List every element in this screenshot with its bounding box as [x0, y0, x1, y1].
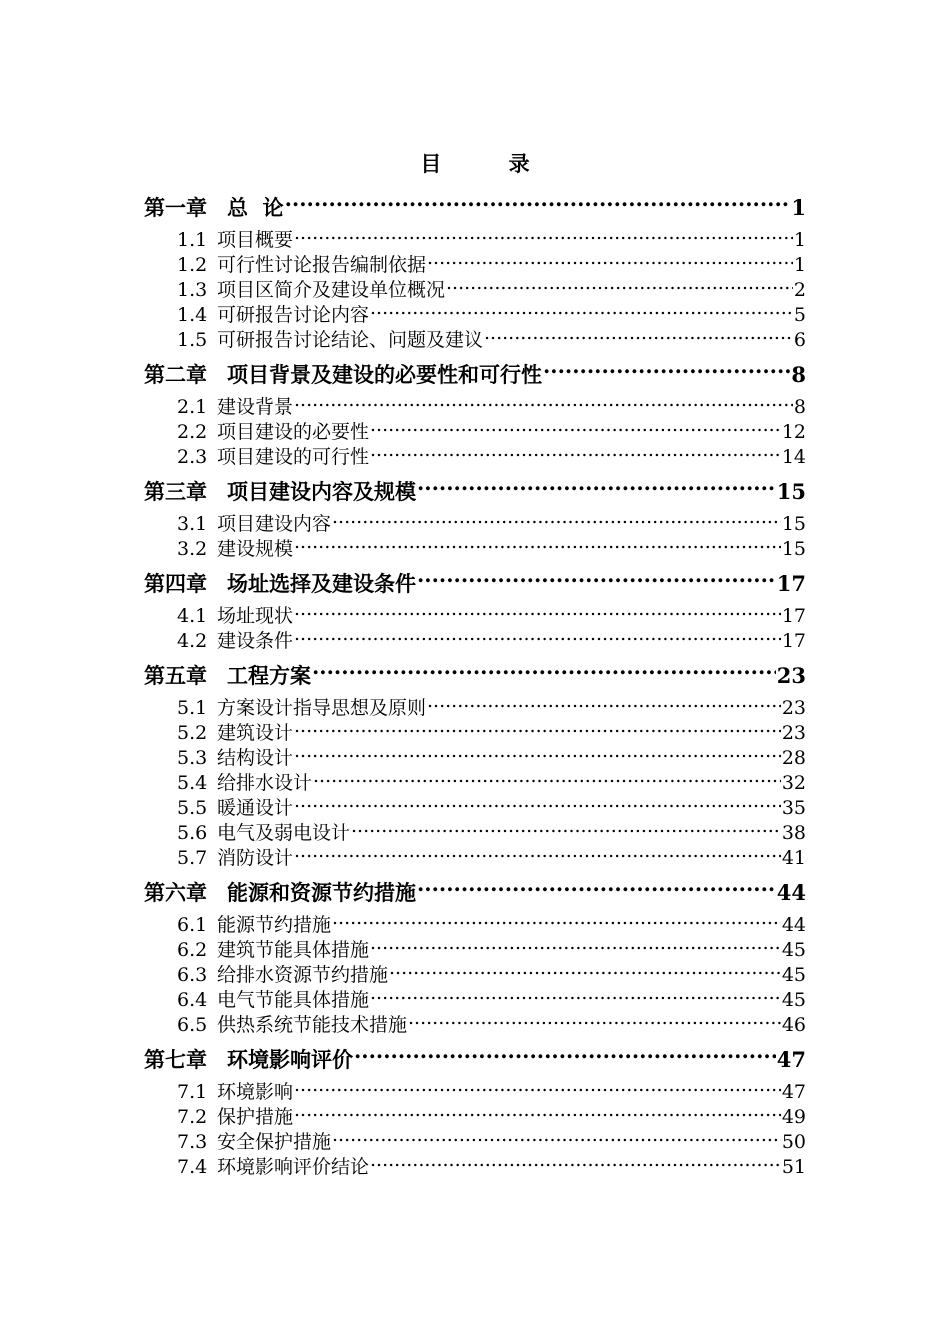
- section-page-number: 17: [781, 630, 806, 652]
- section-page-number: 45: [781, 989, 806, 1011]
- toc-chapter-entry[interactable]: [144, 651, 806, 688]
- toc-section-entry[interactable]: [144, 388, 806, 418]
- toc-chapter-entry[interactable]: [144, 183, 806, 220]
- toc-chapter-entry[interactable]: [144, 559, 806, 596]
- section-page-number: 44: [781, 914, 806, 936]
- section-number: 2.1: [177, 396, 208, 418]
- section-page-number: 14: [781, 446, 806, 468]
- section-title: 项目建设的可行性: [217, 446, 370, 468]
- toc-section-entry[interactable]: [144, 505, 806, 535]
- section-number: 1.3: [177, 279, 208, 301]
- chapter-title: 项目建设内容及规模: [227, 479, 416, 504]
- dot-leader: [417, 559, 776, 591]
- section-number: 1.4: [177, 304, 208, 326]
- toc-section-entry[interactable]: [144, 597, 806, 627]
- section-number: 3.2: [177, 538, 208, 560]
- section-page-number: 47: [781, 1081, 806, 1103]
- chapter-number: 第一章: [144, 195, 207, 220]
- section-title: 项目概要: [217, 229, 294, 251]
- chapter-page-number: 23: [776, 663, 806, 688]
- section-title: 能源节约措施: [217, 914, 332, 936]
- dot-leader: [313, 764, 781, 789]
- dot-leader: [294, 530, 781, 555]
- section-number: 5.6: [177, 822, 208, 844]
- dot-leader: [370, 296, 793, 321]
- chapter-page-number: 44: [776, 880, 806, 905]
- dot-leader: [370, 981, 781, 1006]
- chapter-title: 能源和资源节约措施: [227, 880, 416, 905]
- section-page-number: 12: [781, 421, 806, 443]
- dot-leader: [427, 246, 793, 271]
- section-number: 5.3: [177, 747, 208, 769]
- chapter-title: 环境影响评价: [227, 1047, 353, 1072]
- dot-leader: [389, 956, 781, 981]
- section-page-number: 1: [793, 229, 806, 251]
- toc-chapter-entry[interactable]: [144, 868, 806, 905]
- section-number: 7.3: [177, 1131, 208, 1153]
- section-number: 2.2: [177, 421, 208, 443]
- section-title: 项目建设内容: [217, 513, 332, 535]
- section-page-number: 32: [781, 772, 806, 794]
- chapter-page-number: 8: [791, 362, 806, 387]
- section-page-number: 49: [781, 1106, 806, 1128]
- dot-leader: [294, 739, 781, 764]
- section-number: 1.5: [177, 329, 208, 351]
- section-number: 6.2: [177, 939, 208, 961]
- section-title: 给排水设计: [217, 772, 313, 794]
- chapter-number: 第六章: [144, 880, 207, 905]
- section-title: 消防设计: [217, 847, 294, 869]
- section-number: 1.2: [177, 254, 208, 276]
- chapter-number: 第三章: [144, 479, 207, 504]
- section-page-number: 23: [781, 722, 806, 744]
- chapter-title: 场址选择及建设条件: [227, 571, 416, 596]
- section-title: 可研报告讨论内容: [217, 304, 370, 326]
- section-page-number: 6: [793, 329, 806, 351]
- dot-leader: [408, 1006, 781, 1031]
- section-page-number: 1: [793, 254, 806, 276]
- section-page-number: 5: [793, 304, 806, 326]
- dot-leader: [294, 1098, 781, 1123]
- section-page-number: 35: [781, 797, 806, 819]
- section-title: 建筑节能具体措施: [217, 939, 370, 961]
- section-title: 给排水资源节约措施: [217, 964, 389, 986]
- dot-leader: [417, 868, 776, 900]
- section-number: 6.1: [177, 914, 208, 936]
- section-title: 暖通设计: [217, 797, 294, 819]
- section-page-number: 28: [781, 747, 806, 769]
- chapter-number: 第七章: [144, 1047, 207, 1072]
- section-number: 1.1: [177, 229, 208, 251]
- chapter-title: 总 论: [227, 195, 284, 220]
- section-number: 4.2: [177, 630, 208, 652]
- section-title: 环境影响: [217, 1081, 294, 1103]
- section-title: 电气及弱电设计: [217, 822, 351, 844]
- toc-chapter-entry[interactable]: [144, 350, 806, 387]
- dot-leader: [294, 622, 781, 647]
- section-title: 建设条件: [217, 630, 294, 652]
- dot-leader: [427, 689, 781, 714]
- chapter-page-number: 1: [791, 195, 806, 220]
- section-title: 方案设计指导思想及原则: [217, 697, 427, 719]
- section-number: 3.1: [177, 513, 208, 535]
- section-page-number: 8: [793, 396, 806, 418]
- section-title: 项目区简介及建设单位概况: [217, 279, 446, 301]
- section-page-number: 17: [781, 605, 806, 627]
- section-number: 6.5: [177, 1014, 208, 1036]
- chapter-number: 第五章: [144, 663, 207, 688]
- dot-leader: [370, 413, 781, 438]
- chapter-number: 第四章: [144, 571, 207, 596]
- dot-leader: [332, 1123, 781, 1148]
- section-number: 5.2: [177, 722, 208, 744]
- section-number: 5.7: [177, 847, 208, 869]
- toc-section-entry[interactable]: [144, 906, 806, 936]
- dot-leader: [294, 714, 781, 739]
- section-number: 5.4: [177, 772, 208, 794]
- dot-leader: [294, 221, 793, 246]
- chapter-page-number: 17: [776, 571, 806, 596]
- toc-section-entry[interactable]: [144, 689, 806, 719]
- dot-leader: [332, 505, 781, 530]
- dot-leader: [312, 651, 776, 683]
- section-title: 保护措施: [217, 1106, 294, 1128]
- section-title: 结构设计: [217, 747, 294, 769]
- dot-leader: [370, 438, 781, 463]
- section-page-number: 46: [781, 1014, 806, 1036]
- dot-leader: [354, 1035, 776, 1067]
- dot-leader: [351, 814, 781, 839]
- section-title: 可研报告讨论结论、问题及建议: [217, 329, 484, 351]
- section-page-number: 2: [793, 279, 806, 301]
- dot-leader: [543, 350, 790, 382]
- section-number: 2.3: [177, 446, 208, 468]
- dot-leader: [370, 931, 781, 956]
- dot-leader: [484, 321, 793, 346]
- section-number: 7.4: [177, 1156, 208, 1178]
- dot-leader: [332, 906, 781, 931]
- section-number: 6.3: [177, 964, 208, 986]
- chapter-page-number: 15: [776, 479, 806, 504]
- dot-leader: [294, 1073, 781, 1098]
- section-page-number: 41: [781, 847, 806, 869]
- section-title: 安全保护措施: [217, 1131, 332, 1153]
- toc-section-entry[interactable]: [144, 1073, 806, 1103]
- section-page-number: 23: [781, 697, 806, 719]
- section-number: 7.1: [177, 1081, 208, 1103]
- dot-leader: [446, 271, 793, 296]
- section-title: 建设规模: [217, 538, 294, 560]
- section-page-number: 51: [781, 1156, 806, 1178]
- section-title: 建筑设计: [217, 722, 294, 744]
- table-of-contents: [144, 183, 806, 1178]
- section-title: 建设背景: [217, 396, 294, 418]
- dot-leader: [294, 597, 781, 622]
- toc-title: 目 录: [420, 151, 560, 176]
- section-title: 项目建设的必要性: [217, 421, 370, 443]
- dot-leader: [417, 467, 776, 499]
- dot-leader: [285, 183, 791, 215]
- section-number: 5.1: [177, 697, 208, 719]
- chapter-page-number: 47: [776, 1047, 806, 1072]
- section-title: 可行性讨论报告编制依据: [217, 254, 427, 276]
- section-page-number: 38: [781, 822, 806, 844]
- dot-leader: [294, 839, 781, 864]
- section-page-number: 50: [781, 1131, 806, 1153]
- section-number: 5.5: [177, 797, 208, 819]
- dot-leader: [294, 388, 793, 413]
- section-number: 7.2: [177, 1106, 208, 1128]
- toc-section-entry[interactable]: [144, 221, 806, 251]
- section-title: 环境影响评价结论: [217, 1156, 370, 1178]
- section-title: 场址现状: [217, 605, 294, 627]
- chapter-title: 工程方案: [227, 663, 311, 688]
- section-number: 4.1: [177, 605, 208, 627]
- section-title: 电气节能具体措施: [217, 989, 370, 1011]
- toc-chapter-entry[interactable]: [144, 467, 806, 504]
- toc-chapter-entry[interactable]: [144, 1035, 806, 1072]
- section-title: 供热系统节能技术措施: [217, 1014, 408, 1036]
- section-page-number: 45: [781, 939, 806, 961]
- section-page-number: 15: [781, 513, 806, 535]
- section-page-number: 15: [781, 538, 806, 560]
- dot-leader: [370, 1148, 781, 1173]
- chapter-number: 第二章: [144, 362, 207, 387]
- dot-leader: [294, 789, 781, 814]
- section-number: 6.4: [177, 989, 208, 1011]
- chapter-title: 项目背景及建设的必要性和可行性: [227, 362, 542, 387]
- section-page-number: 45: [781, 964, 806, 986]
